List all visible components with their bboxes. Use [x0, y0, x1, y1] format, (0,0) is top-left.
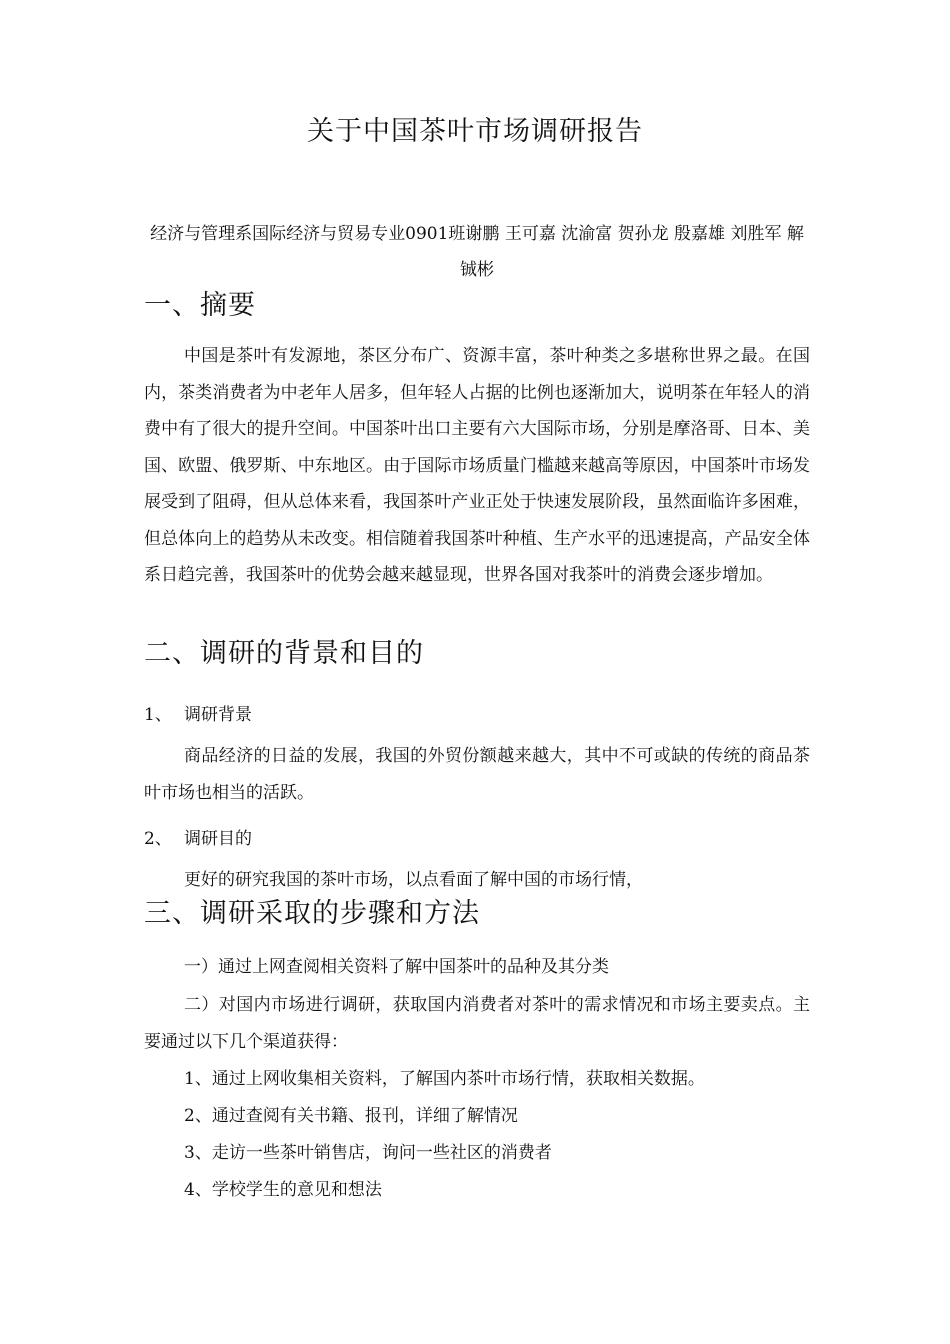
document-title: 关于中国茶叶市场调研报告 [307, 116, 643, 147]
channel-item-3: 3、走访一些茶叶销售店，询问一些社区的消费者 [184, 1143, 552, 1163]
purpose-paragraph: 更好的研究我国的茶叶市场，以点看面了解中国的市场行情， [184, 870, 643, 890]
abstract-paragraph: 中国是茶叶有发源地，茶区分布广、资源丰富，茶叶种类之多堪称世界之最。在国内，茶类消费者为中老年人居多，但年轻人占据的比例也逐渐加大，说明茶在年轻人的消费中有了很大的提升空间。中国茶叶出口主要有六大国际市场，分别是摩洛哥、日本、美国、欧盟、俄罗斯、中东地区。由于国际市场质量门槛越来越高等原因，中国茶叶市场发展受到了阻碍，但从总体来看，我国茶叶产业正处于快速发展阶段，虽然面临许多困难，但总体向上的趋势从未改变。相信随着我国茶叶种植、生产水平的迅速提高，产品安全体系日趋完善，我国茶叶的优势会越来越显现，世界各国对我茶叶的消费会逐步增加。 [144, 346, 810, 585]
section-heading-abstract: 一、摘要 [144, 290, 256, 321]
channel-item-2: 2、通过查阅有关书籍、报刊，详细了解情况 [184, 1106, 518, 1126]
method-step-1: 一）通过上网查阅相关资料了解中国茶叶的品种及其分类 [184, 957, 609, 977]
section-heading-methods: 三、调研采取的步骤和方法 [144, 898, 480, 929]
list-item-number: 2、 [144, 829, 172, 849]
authors-line: 经济与管理系国际经济与贸易专业0901班谢鹏 王可嘉 沈渝富 贺孙龙 殷嘉雄 刘胜军 解铖彬 [150, 224, 804, 280]
list-item-label: 调研背景 [184, 705, 252, 725]
list-item-purpose-title [144, 827, 252, 851]
channel-item-1: 1、通过上网收集相关资料，了解国内茶叶市场行情，获取相关数据。 [184, 1069, 705, 1089]
section-heading-background: 二、调研的背景和目的 [144, 638, 424, 669]
background-paragraph: 商品经济的日益的发展，我国的外贸份额越来越大，其中不可或缺的传统的商品茶叶市场也相当的活跃。 [144, 746, 810, 803]
list-item-background-title [144, 703, 252, 727]
method-step-2: 二）对国内市场进行调研，获取国内消费者对茶叶的需求情况和市场主要卖点。主要通过以下几个渠道获得： [144, 995, 810, 1052]
list-item-label: 调研目的 [184, 829, 252, 849]
channel-item-4: 4、学校学生的意见和想法 [184, 1180, 382, 1200]
list-item-number: 1、 [144, 705, 172, 725]
